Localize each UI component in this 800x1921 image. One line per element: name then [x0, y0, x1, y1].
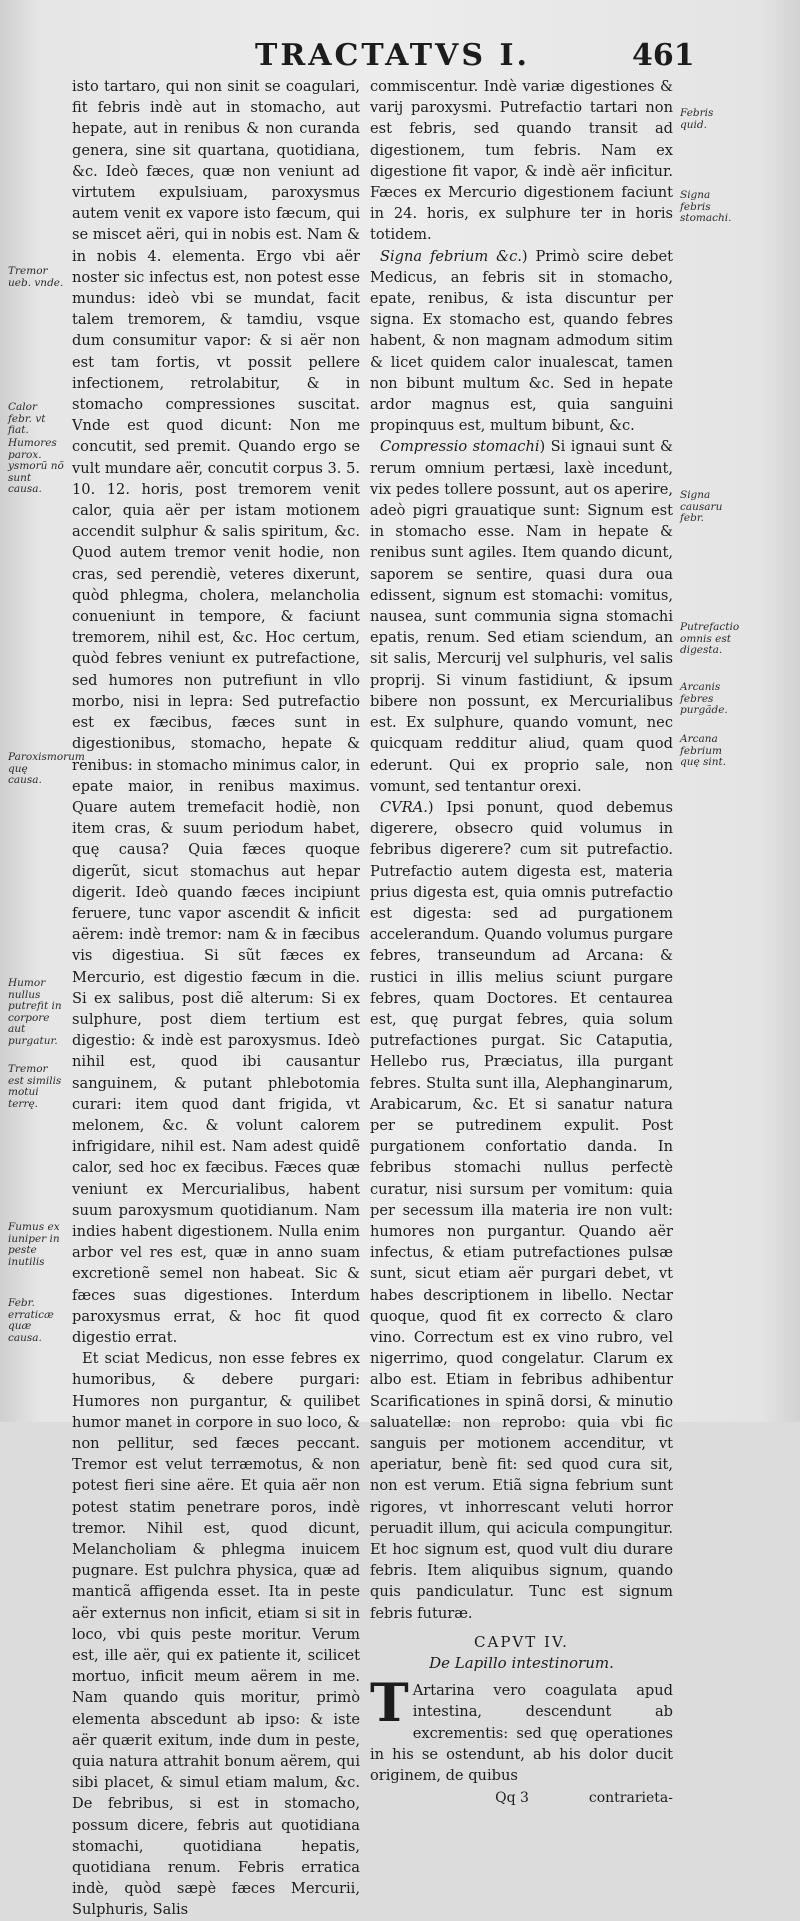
left-paragraph-2: Et sciat Medicus, non esse febres ex humoribus, & debere purgari: Humores non purgantur, & quilibet humor manet in corpore in suo loco, & non pellitur, sed fæces peccant. Tremor est velut terræmotus, & non potest fieri sine aëre. Et quia aër non potest statim penetrare poros, indè tremor. Nihil est, quod dicunt, Melancholiam & phlegma inuicem pugnare. Est pulchra physica, quæ ad manticã affigenda esset. Ita in peste aër externus non inficit, etiam si sit in loco, vbi quis peste moritur. Verum est, ille aër, qui ex patiente it, scilicet mortuo, inficit meum aërem in me. Nam quando quis moritur, primò elementa abscedunt ab ipso: & iste aër quærit exitum, inde dum in peste, quia natura attrahit bonum aërem, qui sibi placet, & simul etiam malum, &c. De febribus, si est in stomacho, possum dicere, febris aut quotidiana stomachi, quotidiana hepatis, quotidiana renum. Febris erratica indè, quòd sæpè fæces Mercurii, Sulphuris, Salis	[72, 1350, 360, 1919]
signature-mark: Qq 3	[495, 1790, 529, 1807]
margin-note-arcana-febrium: Arcana febrium quę sint.	[680, 733, 727, 768]
left-paragraph-1: isto tartaro, qui non sinit se coagulari, fit febris indè aut in stomacho, aut hepate, aut in renibus & non curanda genera, sine sit quartana, quotidiana, &c. Ideò fæces, quæ non veniunt ad virtutem expulsiuam, paroxysmus autem venit ex vapore isto fæcum, qui se miscet aëri, qui in nobis est. Nam & in nobis 4. elementa. Ergo vbi aër noster sic infectus est, non potest esse mundus: ideò vbi se mundat, facit talem tremorem, & tamdiu, vsque dum consumitur vapor: & si aër non est tam fortis, vt possit pellere infectionem, retrolabitur, & in stomacho compressiones suscitat. Vnde est quod dicunt: Non me concutit, sed premit. Quando ergo se vult mundare aër, concutit corpus 3. 5. 10. 12. horis, post tremorem venit calor, quia aër per istam motionem accendit sulphur & salis spiritum, &c. Quod autem tremor venit hodie, non cras, sed perendiè, veteres dixerunt, quòd phlegma, cholera, melancholia conueniunt in tempore, & faciunt tremorem, nihil est, &c. Hoc certum, quòd febres veniunt ex putrefactione, sed humores non putrefiunt in vllo morbo, nisi in lepra: Sed putrefactio est ex fæcibus, fæces sunt in digestionibus, stomacho, hepate & renibus: in stomacho minimus calor, in epate maior, in renibus maximus. Quare autem tremefacit hodiè, non item cras, & suum periodum habet, quę causa? Quia fæces quoque digerũt, sicut stomachus aut hepar digerit. Ideò quando fæces incipiunt feruere, tunc vapor ascendit & inficit aërem: indè tremor: nam & in fæcibus vis digestiua. Si sũt fæces ex Mercurio, est digestio fæcum in die. Si ex salibus, post diẽ alterum: Si ex sulphure, post diem tertium est digestio: & indè est paroxysmus. Ideò nihil est, quod ibi causantur sanguinem, & putant phlebotomia curari: item quod dant frigida, vt melonem, &c. & volunt calorem infrigidare, nihil est. Nam adest quidẽ calor, sed hoc ex fæcibus. Fæces quæ veniunt ex Mercurialibus, habent suum paroxysmum quotidianum. Nam indies habent digestionem. Nulla enim arbor vel res est, quæ in anno suam excretionẽ semel non habeat. Sic & fæces suas digestiones. Interdum paroxysmus errat, & hoc fit quod digestio errat.	[72, 78, 360, 1346]
margin-note-febris-quid: Febris quid.	[680, 107, 714, 131]
margin-note-humor-nullus: Humor nullus putrefit in corpore aut purgatur.	[8, 977, 62, 1047]
margin-note-calor: Calor febr. vt fiat.	[8, 401, 46, 436]
margin-note-signa-stomachi: Signa febris stomachi.	[680, 189, 732, 224]
section-cura	[370, 797, 673, 1624]
section-compressio-stomachi	[370, 436, 673, 796]
chapter-title: CAPVT IV.	[474, 1632, 569, 1651]
margin-note-putrefactio: Putrefactio omnis est digesta.	[680, 621, 740, 656]
margin-note-tremor: Tremor ueb. vnde.	[8, 265, 64, 289]
running-head	[0, 38, 800, 78]
catchword: contrarieta-	[588, 1790, 673, 1807]
margin-note-tremor-terrae: Tremor est similis motui terrę.	[8, 1063, 62, 1110]
margin-note-febr-erratica: Febr. erraticæ quæ causa.	[8, 1297, 54, 1344]
left-column	[72, 76, 360, 1921]
margin-note-signa-causarum: Signa causaru febr.	[680, 489, 723, 524]
margin-note-fumus: Fumus ex iuniper in peste inutilis	[8, 1221, 60, 1268]
drop-cap: T	[370, 1673, 409, 1735]
margin-note-humores: Humores parox. ysmorũ nõ sunt causa.	[8, 437, 64, 495]
section-text: ) Primò scire debet Medicus, an febris sit in stomacho, epate, renibus, & ista discuntur per signa. Ex stomacho est, quando febres habent, & non magnam admodum sitim & licet quidem calor inualescat, tamen non bibunt multum &c. Sed in hepate ardor magnus est, quia sanguini propinquus est, multum bibunt, &c.	[370, 247, 673, 435]
right-column	[370, 76, 673, 1809]
section-text: ) Ipsi ponunt, quod debemus digerere, obsecro quid volumus in febribus digerere? cum sit putrefactio. Putrefactio autem digesta est, materia prius digesta est, quia omnis putrefactio est digesta: sed ad purgationem accelerandum. Quando volumus purgare febres, transeundum ad Arcana: & rustici in illis melius sciunt purgare febres, quam Doctores. Et centaurea est, quę purgat febres, quia solum putrefactiones purgat. Sic Cataputia, Hellebo rus, Præciatus, illa purgant febres. Stulta sunt illa, Alephanginarum, Arabicarum, &c. Et si sanatur natura per se putredinem expulit. Post purgationem confortatio danda. In febribus stomachi nullus perfectè curatur, nisi sursum per vomitum: quia per secessum illa materia ire non vult: humores non purgantur. Quando aër infectus, & etiam putrefactiones pulsæ sunt, sicut etiam aër purgari debet, vt habes descriptionem in libello. Nectar quoque, quod fit ex correcto & claro vino. Correctum est ex vino rubro, vel nigerrimo, quod congelatur. Clarum ex albo est. Etiam in febribus adhibentur Scarificationes in spinã dorsi, & minutio saluatellæ: non reprobo: quia vbi fic sanguis per motionem accenditur, vt aperiatur, benè fit: sed quod cura sit, non est verum. Etiã signa febrium sunt rigores, vt inhorrescant veluti horror peruadit illum, qui acicula compungitur. Et hoc signum est, quod vult diu durare febris. Item aliquibus signum, quando quis pandiculatur. Tunc est signum febris futuræ.	[370, 798, 673, 1622]
margin-note-arcanis: Arcanis febres purgãde.	[680, 681, 728, 716]
section-signa-febrium	[370, 246, 673, 437]
section-text: ) Si ignaui sunt & rerum omnium pertæsi, laxè incedunt, vix pedes tollere possunt, aut os aperire, adeò pigri grauatique sunt: Signum est in stomacho esse. Nam in hepate & renibus sunt agiles. Item quando dicunt, saporem se sentire, quasi dura oua edissent, signum est stomachi: vomitus, nausea, sunt communia signa stomachi epatis, renum. Sed etiam sciendum, an sit salis, Mercurij vel sulphuris, vel salis proprij. Si vinum fastidiunt, & ipsum bibere non possunt, ex Mercurialibus est. Ex sulphure, quando vomunt, nec quicquam redditur aliud, quam quod ederunt. Qui ex proprio sale, non vomunt, sed tentantur orexi.	[370, 438, 673, 795]
section-label: Signa febrium &c.	[380, 247, 522, 265]
page-number: 461	[632, 38, 695, 73]
page-footer	[370, 1788, 673, 1809]
right-paragraph-1: commiscentur. Indè variæ digestiones & varij paroxysmi. Putrefactio tartari non est febris, sed quando transit ad digestionem, tum febris. Nam ex digestione fit vapor, & indè aër inficitur. Fæces ex Mercurio digestionem faciunt in 24. horis, ex sulphure ter in horis totidem.	[370, 78, 673, 244]
chapter-paragraph	[370, 1673, 673, 1786]
section-label: Compressio stomachi	[380, 438, 540, 456]
margin-note-paroxismorum: Paroxismorum quę causa.	[8, 751, 85, 786]
chapter-subtitle: De Lapillo intestinorum.	[429, 1654, 614, 1673]
running-title: TRACTATVS I.	[255, 38, 530, 73]
chapter-text: Artarina vero coagulata apud intestina, descendunt ab excrementis: sed quę operationes in his se ostendunt, ab his dolor ducit originem, de quibus	[370, 1682, 673, 1785]
section-label: CVRA.	[380, 798, 428, 816]
